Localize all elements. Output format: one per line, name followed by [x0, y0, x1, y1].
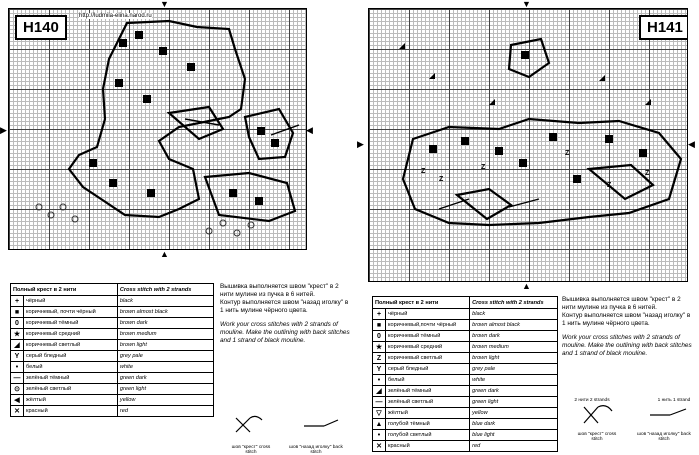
chart-h141: [368, 8, 688, 282]
legend-symbol-icon: 0: [373, 331, 386, 342]
legend-row: [11, 395, 214, 406]
stitch-diagram-icon: [226, 412, 346, 440]
legend-header-en: Cross stitch with 2 strands: [117, 284, 213, 296]
legend-row: [11, 307, 214, 318]
legend-row: [373, 375, 558, 386]
legend-row: [11, 373, 214, 384]
chart-url-h140: http://ludmila-elina.narod.ru: [79, 13, 152, 19]
svg-text:Z: Z: [421, 168, 426, 175]
svg-text:Z: Z: [439, 176, 444, 183]
legend-color-ru: зелёный тёмный: [24, 373, 118, 384]
description-en: Work your cross stitches with 2 strands of mouline. Make the outlining with back stitches and 1 strand of black mouline.: [220, 321, 350, 344]
legend-color-ru: коричневый светлый: [24, 340, 118, 351]
legend-symbol-icon: +: [373, 309, 386, 320]
legend-symbol-icon: Y: [373, 364, 386, 375]
legend-color-en: red: [470, 441, 558, 452]
stitch-label-2-strands: 2 нити 2 strands: [574, 398, 610, 403]
legend-color-ru: коричневый тёмный: [386, 331, 470, 342]
legend-color-en: brown medium: [117, 329, 213, 340]
center-marker-bottom-right: ▲: [522, 281, 531, 291]
legend-symbol-icon: ✕: [11, 406, 24, 417]
legend-row: [373, 441, 558, 452]
chart-h141-motif: [369, 9, 687, 281]
legend-color-en: grey pale: [470, 364, 558, 375]
legend-row: [11, 351, 214, 362]
legend-header-en: Cross stitch with 2 strands: [470, 297, 558, 309]
legend-color-ru: коричневый средний: [386, 342, 470, 353]
legend-symbol-icon: ■: [11, 307, 24, 318]
legend-color-ru: серый бледный: [24, 351, 118, 362]
legend-row: [373, 397, 558, 408]
legend-color-ru: красный: [386, 441, 470, 452]
legend-header: [373, 297, 558, 309]
legend-row: [11, 362, 214, 373]
legend-color-ru: белый: [24, 362, 118, 373]
center-marker-right-left: ◀: [306, 125, 313, 135]
center-marker-top-left: ▼: [160, 0, 169, 9]
center-marker-left-right: ▶: [357, 139, 364, 149]
legend-row: [373, 386, 558, 397]
legend-row: [373, 342, 558, 353]
legend-color-ru: зелёный светлый: [386, 397, 470, 408]
svg-text:Z: Z: [645, 170, 650, 177]
legend-symbol-icon: Z: [373, 353, 386, 364]
legend-color-ru: жёлтый: [24, 395, 118, 406]
legend-color-en: brown light: [470, 353, 558, 364]
legend-header-ru: Полный крест в 2 нити: [11, 284, 118, 296]
legend-row: [11, 384, 214, 395]
legend-color-en: brown dark: [470, 331, 558, 342]
legend-color-en: black: [470, 309, 558, 320]
legend-color-en: brown dark: [117, 318, 213, 329]
legend-color-ru: коричневый,почти чёрный: [386, 320, 470, 331]
legend-symbol-icon: ✕: [373, 441, 386, 452]
description-h140: [220, 283, 350, 351]
legend-header-ru: Полный крест в 2 нити: [373, 297, 470, 309]
legend-row: [373, 320, 558, 331]
legend-color-en: grey pale: [117, 351, 213, 362]
legend-color-ru: коричневый светлый: [386, 353, 470, 364]
legend-row: [11, 296, 214, 307]
stitch-label-cross: шов "крест" cross stitch: [231, 445, 271, 455]
legend-row: [11, 340, 214, 351]
chart-code-h141: H141: [639, 15, 688, 40]
stitch-label-1-strand: 1 нить 1 strand: [657, 398, 691, 403]
legend-row: [373, 419, 558, 430]
legend-symbol-icon: ▲: [373, 419, 386, 430]
legend-color-en: green light: [470, 397, 558, 408]
stitch-label-back: шов "назад иголку" back stitch: [637, 432, 691, 442]
legend-color-ru: жёлтый: [386, 408, 470, 419]
legend-color-ru: коричневый средний: [24, 329, 118, 340]
center-marker-bottom-left: ▲: [160, 249, 169, 259]
legend-symbol-icon: •: [373, 430, 386, 441]
chart-code-h140: H140: [15, 15, 67, 40]
description-ru-outline: Контур выполняется швом "назад иголку" в 1 нить мулине чёрного цвета.: [220, 299, 349, 314]
legend-color-ru: зелёный светлый: [24, 384, 118, 395]
legend-symbol-icon: ◢: [373, 386, 386, 397]
legend-color-ru: голубой тёмный: [386, 419, 470, 430]
legend-row: [11, 406, 214, 417]
svg-text:Z: Z: [607, 182, 612, 189]
legend-color-en: brown light: [117, 340, 213, 351]
legend-symbol-icon: —: [373, 397, 386, 408]
legend-color-ru: коричневый тёмный: [24, 318, 118, 329]
legend-color-en: green dark: [470, 386, 558, 397]
description-ru-outline: Контур выполняется швом "назад иголку" в 1 нить мулине чёрного цвета.: [562, 312, 691, 327]
svg-text:Z: Z: [481, 164, 486, 171]
description-ru-stitch: Вышивка выполняется швом "крест" в 2 нити мулине из пучка в 6 нитей.: [220, 283, 339, 298]
legend-symbol-icon: 0: [11, 318, 24, 329]
legend-row: [373, 408, 558, 419]
legend-color-en: brown almost black: [117, 307, 213, 318]
legend-table-h140: [10, 283, 214, 417]
center-marker-top-right: ▼: [522, 0, 531, 9]
stitch-illustration-h141: [572, 398, 694, 450]
legend-color-en: blue light: [470, 430, 558, 441]
chart-h140: [8, 8, 307, 250]
legend-symbol-icon: ■: [373, 320, 386, 331]
legend-row: [373, 364, 558, 375]
legend-symbol-icon: ▽: [373, 408, 386, 419]
center-marker-left-left: ▶: [0, 125, 7, 135]
legend-color-ru: белый: [386, 375, 470, 386]
legend-row: [373, 430, 558, 441]
stitch-illustration-h140: [226, 412, 346, 455]
center-marker-right-right: ◀: [688, 139, 695, 149]
stitch-label-back: шов "назад иголку" back stitch: [289, 445, 343, 455]
legend-color-en: blue dark: [470, 419, 558, 430]
legend-color-ru: чёрный: [24, 296, 118, 307]
legend-color-ru: зелёный тёмный: [386, 386, 470, 397]
legend-symbol-icon: +: [11, 296, 24, 307]
legend-row: [373, 353, 558, 364]
svg-text:Z: Z: [565, 150, 570, 157]
legend-symbol-icon: —: [11, 373, 24, 384]
legend-color-ru: красный: [24, 406, 118, 417]
legend-color-en: brown almost black: [470, 320, 558, 331]
legend-symbol-icon: •: [11, 362, 24, 373]
legend-color-ru: серый бледный: [386, 364, 470, 375]
legend-color-en: green light: [117, 384, 213, 395]
legend-color-ru: чёрный: [386, 309, 470, 320]
description-en: Work your cross stitches with 2 strands of mouline. Make the outlining with back stitches and 1 strand of black mouline.: [562, 334, 692, 357]
legend-color-en: white: [470, 375, 558, 386]
legend-color-en: white: [117, 362, 213, 373]
legend-color-ru: голубой светлый: [386, 430, 470, 441]
legend-symbol-icon: ◢: [11, 340, 24, 351]
legend-color-en: red: [117, 406, 213, 417]
legend-symbol-icon: ◀: [11, 395, 24, 406]
stitch-label-cross: шов "крест" cross stitch: [577, 432, 617, 442]
legend-row: [11, 318, 214, 329]
description-h141: [562, 296, 694, 364]
legend-symbol-icon: ★: [11, 329, 24, 340]
legend-symbol-icon: Y: [11, 351, 24, 362]
legend-color-ru: коричневый, почти чёрный: [24, 307, 118, 318]
legend-table-h141: [372, 296, 558, 452]
description-ru-stitch: Вышивка выполняется швом "крест" в 2 нити мулине из пучка в 6 нитей.: [562, 296, 681, 311]
legend-symbol-icon: •: [373, 375, 386, 386]
legend-header: [11, 284, 214, 296]
legend-row: [373, 309, 558, 320]
legend-color-en: brown medium: [470, 342, 558, 353]
legend-color-en: yellow: [117, 395, 213, 406]
legend-symbol-icon: ⊙: [11, 384, 24, 395]
legend-row: [11, 329, 214, 340]
legend-color-en: green dark: [117, 373, 213, 384]
legend-symbol-icon: ★: [373, 342, 386, 353]
chart-h140-motif: [9, 9, 306, 249]
legend-row: [373, 331, 558, 342]
stitch-diagram-icon: [572, 403, 694, 427]
legend-color-en: black: [117, 296, 213, 307]
legend-color-en: yellow: [470, 408, 558, 419]
